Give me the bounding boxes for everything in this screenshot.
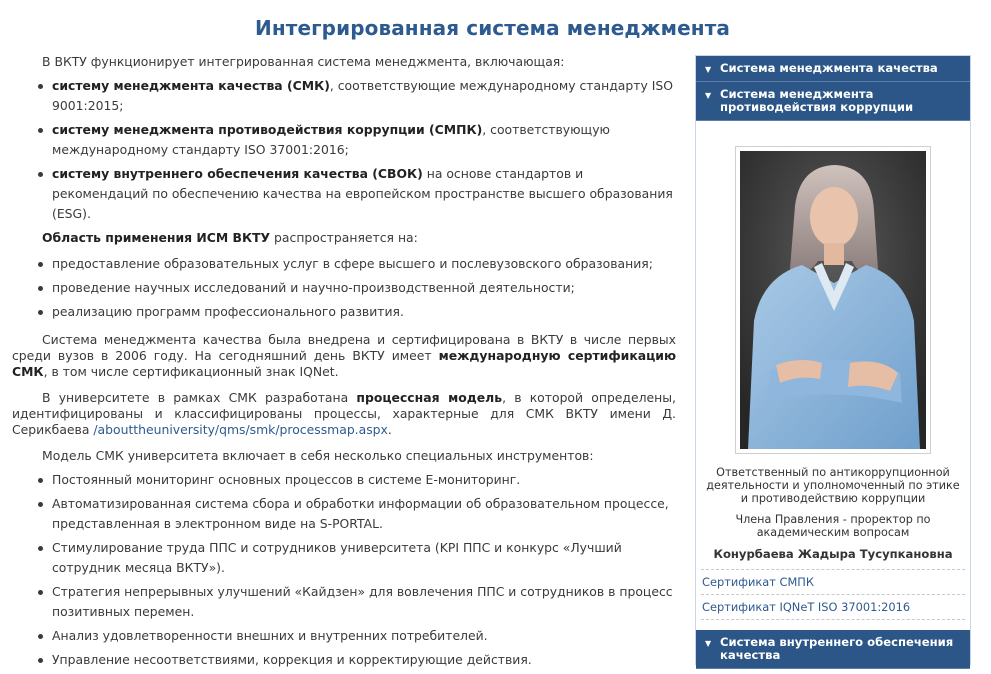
item-bold: систему внутреннего обеспечения качества (СВОК) (52, 166, 423, 181)
list-item: Стимулирование труда ППС и сотрудников университета (KPI ППС и конкурс «Лучший сотрудник месяца ВКТУ»). (52, 538, 676, 578)
systems-list (12, 76, 676, 224)
triangle-down-icon: ▼ (705, 91, 712, 100)
certificate-links (701, 569, 965, 620)
scope-text: распространяется на: (270, 230, 418, 245)
person-name: Конурбаева Жадыра Тусупкановна (713, 547, 953, 561)
list-item: проведение научных исследований и научно-производственной деятельности; (52, 278, 676, 298)
item-bold: систему менеджмента противодействия коррупции (СМПК) (52, 122, 483, 137)
list-item: Управление несоответствиями, коррекция и корректирующие действия. (52, 650, 676, 670)
person-position: Члена Правления - проректор по академическим вопросам (735, 513, 931, 539)
list-item: Постоянный мониторинг основных процессов в системе Е-мониторинг. (52, 470, 676, 490)
accordion-label: Система менеджмента противодействия коррупции (720, 87, 914, 114)
scope-list (12, 254, 676, 322)
text-part: В университете в рамках СМК разработана (42, 390, 357, 405)
text-part: , в том числе сертификационный знак IQNet. (43, 364, 339, 379)
sidebar (695, 55, 971, 665)
item-text: , соответствующие международному стандарту ISO 9001:2015; (52, 78, 674, 113)
intro-text: В ВКТУ функционирует интегрированная система менеджмента, включающая: (42, 54, 565, 69)
model-intro: Модель СМК университета включает в себя несколько специальных инструментов: (42, 448, 594, 463)
scope-heading (12, 228, 676, 248)
list-item (52, 120, 676, 160)
list-item: Автоматизированная система сбора и обработки информации об образовательном процессе, представленная в электронном виде на S-PORTAL. (52, 494, 676, 534)
text-part: , в которой определены, идентифицированы и классифицированы процессы, характерные для СМК ВКТУ имени Д. Серикбаева (12, 390, 676, 437)
page-title: Интегрированная система менеджмента (255, 16, 730, 40)
list-item: Стратегия непрерывных улучшений «Кайдзен» для вовлечения ППС и сотрудников в процесс позитивных перемен. (52, 582, 676, 622)
accordion-label: Система внутреннего обеспечения качества (720, 635, 954, 662)
certificate-iqnet-link[interactable]: Сертификат IQNeT ISO 37001:2016 (701, 594, 965, 620)
person-role: Ответственный по антикоррупционной деятельности и уполномоченный по этике и противодействию коррупции (706, 466, 960, 505)
list-item: предоставление образовательных услуг в сфере высшего и послевузовского образования; (52, 254, 676, 274)
accordion-internal-quality[interactable] (696, 630, 970, 669)
item-text: , соответствующую международному стандарту ISO 37001:2016; (52, 122, 610, 157)
process-model-paragraph (12, 390, 676, 438)
process-map-link[interactable]: /abouttheuniversity/qms/smk/processmap.aspx (93, 422, 388, 437)
accordion-qms[interactable] (696, 56, 970, 82)
list-item: Анализ удовлетворенности внешних и внутренних потребителей. (52, 626, 676, 646)
item-text: на основе стандартов и рекомендаций по обеспечению качества на европейском пространстве высшего образования (ESG). (52, 166, 673, 221)
triangle-down-icon: ▼ (705, 65, 712, 74)
person-photo (735, 146, 931, 454)
accordion-label: Система менеджмента качества (720, 61, 938, 75)
list-item (52, 164, 676, 224)
text-bold: международную сертификацию СМК (12, 348, 676, 379)
text-part: . (387, 422, 392, 437)
scope-bold: Область применения ИСМ ВКТУ (42, 230, 271, 245)
certificate-smpk-link[interactable]: Сертификат СМПК (701, 569, 965, 594)
certification-paragraph (12, 332, 676, 380)
item-bold: систему менеджмента качества (СМК) (52, 78, 330, 93)
tools-list (12, 470, 676, 670)
accordion-anticorruption[interactable] (696, 82, 970, 121)
text-part: Система менеджмента качества была внедрена и сертифицирована в ВКТУ в числе первых среди вузов в 2006 году. На сегодняшний день ВКТУ имеет (12, 332, 676, 363)
list-item (52, 76, 676, 116)
list-item: реализацию программ профессионального развития. (52, 302, 676, 322)
text-bold: процессная модель (356, 390, 503, 405)
portrait-photo (740, 151, 926, 449)
triangle-down-icon: ▼ (705, 639, 712, 648)
main-content (12, 52, 676, 674)
